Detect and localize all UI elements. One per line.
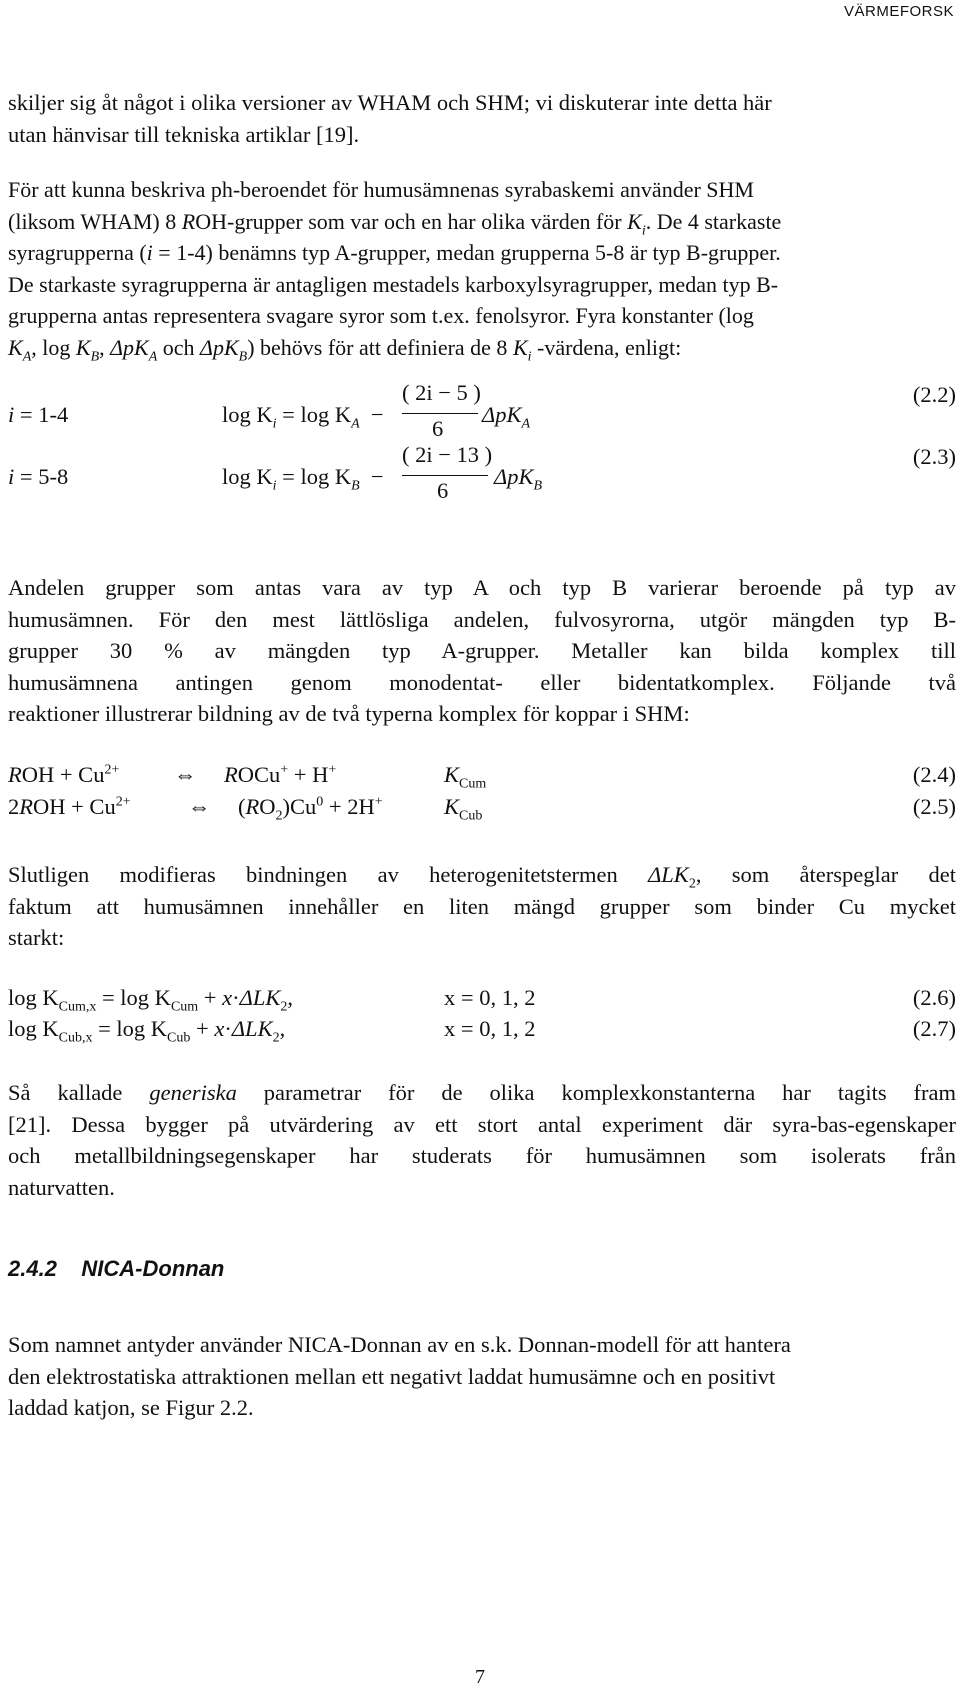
equation-number: (2.4) <box>912 762 956 787</box>
fraction-denominator: 6 <box>437 478 449 503</box>
equation-body: $\log K_{Cub,x} = \log K_{Cub} + x\cdot\Delta LK_2$, <box>8 1016 286 1046</box>
paragraph-groups <box>8 572 956 730</box>
reaction-rhs: ROCu+ + H+ <box>224 762 337 787</box>
text-line: (liksom WHAM) 8 ROH-grupper som var och en har olika värden för $K_i$. De 4 starkaste <box>8 208 782 238</box>
page-number: 7 <box>475 1666 485 1688</box>
text-line: faktum att humusämnen innehåller en liten mängd grupper som binder Cu mycket <box>8 893 956 919</box>
equation-number: (2.7) <box>912 1016 956 1041</box>
equation-2-5 <box>8 794 956 826</box>
text-line: Som namnet antyder använder NICA-Donnan av en s.k. Donnan-modell för att hantera <box>8 1332 791 1357</box>
text-line: naturvatten. <box>8 1174 115 1200</box>
delta-pk-term: ΔpK$_A$ <box>482 402 531 432</box>
equation-number: (2.5) <box>912 794 956 819</box>
text-line: laddad katjon, se Figur 2.2. <box>8 1395 254 1420</box>
paragraph-nica-donnan <box>8 1329 956 1424</box>
equation-2-4 <box>8 762 956 794</box>
section-number: 2.4.2 <box>8 1256 57 1281</box>
text-line: syragrupperna (i = 1-4) benämns typ A-grupper, medan grupperna 5-8 är typ B-grupper. <box>8 240 781 265</box>
equation-condition: x = 0, 1, 2 <box>444 985 536 1010</box>
running-header: VÄRMEFORSK <box>843 3 954 20</box>
reaction-lhs: $2ROH + Cu^{2+}$ <box>8 794 131 819</box>
equation-condition: x = 0, 1, 2 <box>444 1016 536 1041</box>
fraction-bar <box>402 475 488 476</box>
reaction-rhs: $(RO_2)Cu^0 + 2H^+$ <box>238 794 383 824</box>
equilibrium-arrow-icon: ⇔ <box>188 794 211 819</box>
equation-2-7 <box>8 1016 956 1048</box>
text-line: humusämnena antingen genom monodentat- eller bidentatkomplex. Följande två <box>8 669 956 695</box>
text-line: Andelen grupper som antas vara av typ A och typ B varierar beroende på typ av <box>8 575 956 600</box>
equation-body: $\log K_{Cum,x} = \log K_{Cum} + x\cdot\Delta LK_2$, <box>8 985 293 1015</box>
text-line: grupper 30 % av mängden typ A-grupper. Metaller kan bilda komplex till <box>8 638 956 663</box>
equilibrium-arrow-icon: ⇔ <box>174 762 197 787</box>
equation-lhs: $\log K_i = \log K_A$ − <box>222 402 384 432</box>
text-line: starkt: <box>8 925 65 950</box>
delta-pk-term: ΔpK$_B$ <box>494 464 543 494</box>
equation-index: i = 1-4 <box>8 402 69 427</box>
text-line: [21]. Dessa bygger på utvärdering av ett stort antal experiment där syra-bas-egenskaper <box>8 1111 956 1137</box>
fraction-bar <box>402 413 478 414</box>
equation-number: (2.2) <box>912 382 956 407</box>
text-line: reaktioner illustrerar bildning av de två typerna komplex för koppar i SHM: <box>8 701 690 726</box>
text-line: och metallbildningsegenskaper har studerats för humusämnen som isolerats från <box>8 1143 956 1168</box>
paragraph-heterogeneity <box>8 859 956 954</box>
text-line: Slutligen modifieras bindningen av heterogenitetstermen $\Delta LK_2$, som återspeglar det <box>8 862 956 892</box>
text-line: grupperna antas representera svagare syror som t.ex. fenolsyror. Fyra konstanter (log <box>8 303 754 328</box>
equation-index: i = 5-8 <box>8 464 69 489</box>
text-line: De starkaste syragrupperna är antagligen mestadels karboxylsyragrupper, medan typ B- <box>8 271 779 297</box>
text-line: $K_A$, $\log K_B$, ΔpK$_A$ och ΔpK$_B$) behövs för att definiera de 8 $K_i$ -värdena, enligt: <box>8 334 682 364</box>
fraction-denominator: 6 <box>432 416 444 441</box>
equation-number: (2.6) <box>912 985 956 1010</box>
reaction-constant: $K_{Cum}$ <box>444 762 487 792</box>
text-line: För att kunna beskriva ph-beroendet för humusämnenas syrabaskemi använder SHM <box>8 177 754 202</box>
text-line: skiljer sig åt något i olika versioner av WHAM och SHM; vi diskuterar inte detta här <box>8 90 772 115</box>
section-title: NICA-Donnan <box>81 1256 225 1281</box>
paragraph-shm <box>8 174 956 363</box>
fraction-numerator: ( 2i − 5 ) <box>402 380 481 405</box>
text-line: den elektrostatiska attraktionen mellan ett negativt laddat humusämne och en positivt <box>8 1363 776 1389</box>
fraction-numerator: ( 2i − 13 ) <box>402 442 493 467</box>
equation-lhs: $\log K_i = \log K_B$ − <box>222 464 384 494</box>
reaction-lhs: ROH + $Cu^{2+}$ <box>8 762 120 787</box>
equation-2-6 <box>8 985 956 1017</box>
text-line: utan hänvisar till tekniska artiklar [19]. <box>8 121 360 147</box>
paragraph-intro <box>8 87 956 150</box>
section-heading <box>8 1256 224 1282</box>
text-line: humusämnen. För den mest lättlösliga andelen, fulvosyrorna, utgör mängden typ B- <box>8 606 956 632</box>
text-line: Så kallade generiska parametrar för de olika komplexkonstanterna har tagits fram <box>8 1080 956 1105</box>
equation-number: (2.3) <box>912 444 956 469</box>
reaction-constant: $K_{Cub}$ <box>444 794 483 824</box>
equation-2-3 <box>8 442 956 522</box>
paragraph-generic-parameters <box>8 1077 956 1203</box>
